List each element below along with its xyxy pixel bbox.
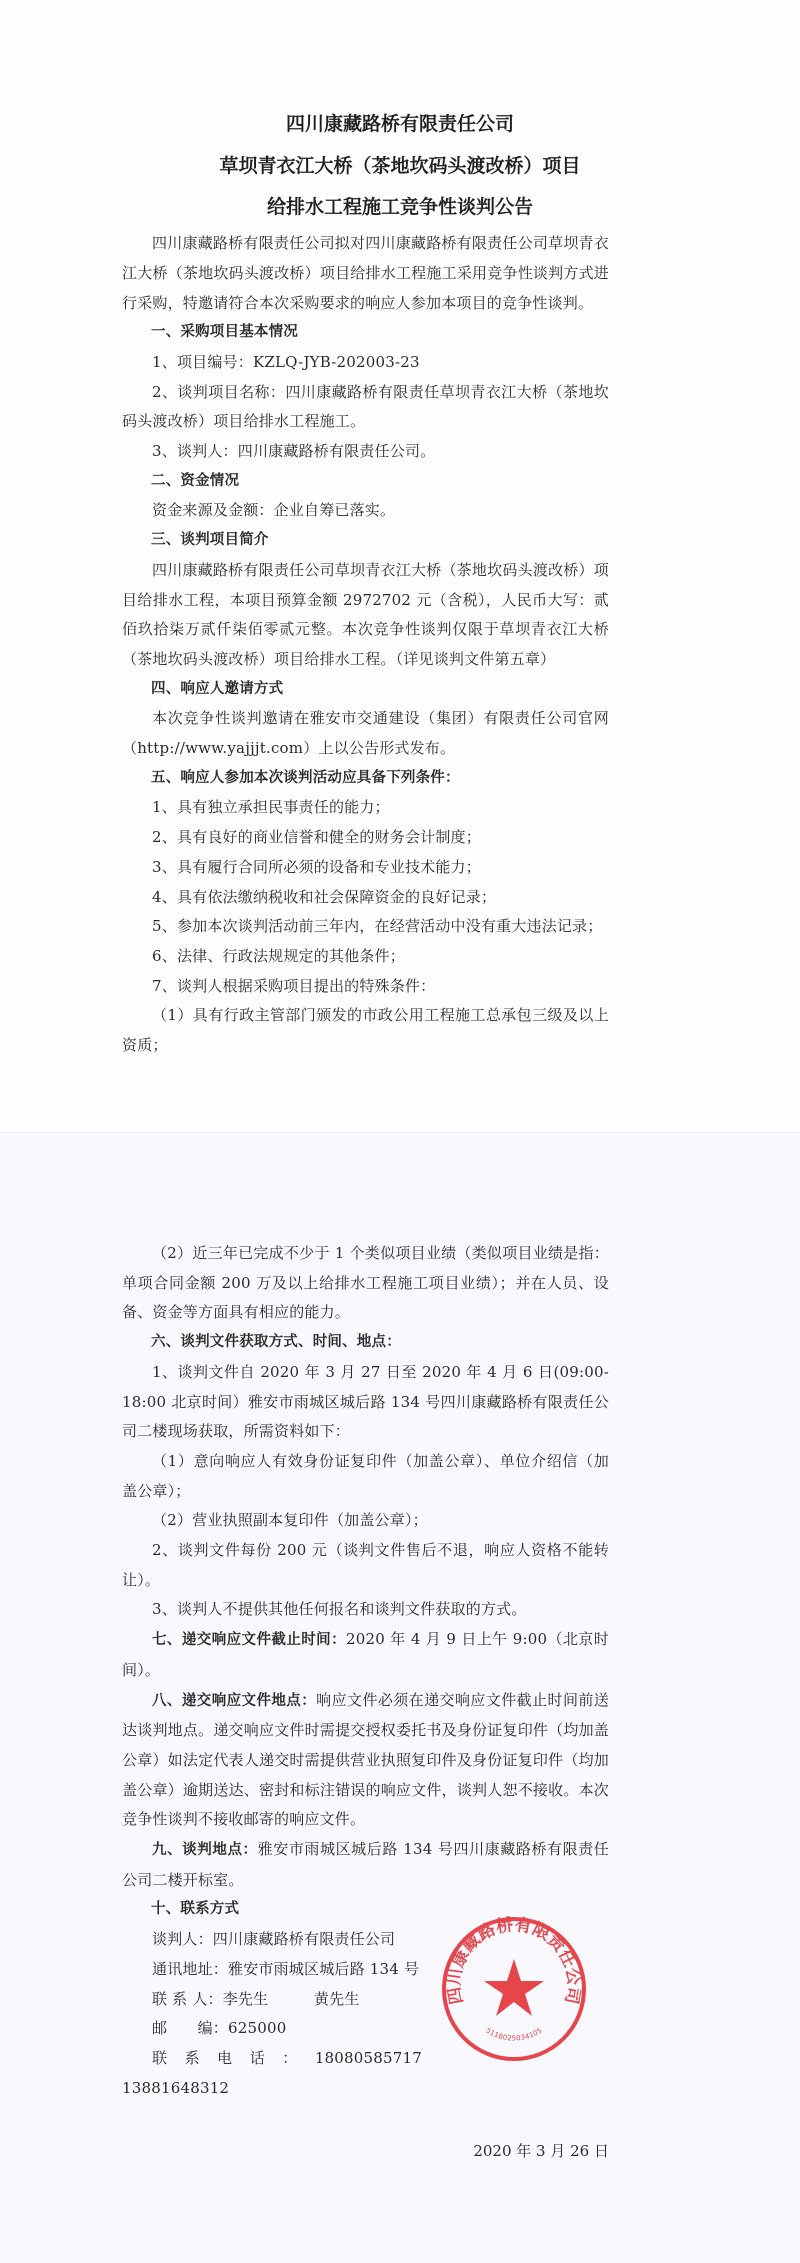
list-item: （2）营业执照副本复印件（加盖公章）； (152, 1511, 428, 1530)
list-item: （1）具有行政主管部门颁发的市政公用工程施工总承包三级及以上资质； (122, 1006, 609, 1055)
title-line-project: 草坝青衣江大桥（茶地坎码头渡改桥）项目 (219, 154, 581, 177)
company-seal-stamp (440, 1915, 588, 2063)
page-1-body (122, 229, 609, 1061)
section-8 (122, 1686, 609, 1836)
title-line-notice: 给排水工程施工竞争性谈判公告 (266, 196, 533, 219)
seal-text-path: 四川康藏路桥有限责任公司 (444, 1915, 584, 2006)
section-8-text: 响应文件必须在递交响应文件截止时间前送达谈判地点。递交响应文件时需提交授权委托书及身份证复印件（均加盖公章）如法定代表人递交时需提供营业执照复印件及身份证复印件（均加盖公章）逾期送达、密封和标注错误的响应文件，谈判人恕不接收。本次竞争性谈判不接收邮寄的响应文件。 (122, 1690, 609, 1829)
contact-persons: 联 系 人：李先生 黄先生 (152, 1989, 360, 2008)
list-item: 5、参加本次谈判活动前三年内，在经营活动中没有重大违法记录； (152, 917, 603, 936)
section-9-heading: 九、谈判地点： (152, 1842, 258, 1859)
issue-date: 2020 年 3 月 26 日 (473, 2142, 609, 2161)
list-item: 6、法律、行政法规规定的其他条件； (152, 946, 405, 965)
intro-paragraph: 四川康藏路桥有限责任公司拟对四川康藏路桥有限责任公司草坝青衣江大桥（茶地坎码头渡改桥）项目给排水工程施工采用竞争性谈判方式进行采购，特邀请符合本次采购要求的响应人参加本项目的竞争性谈判。 (122, 234, 609, 312)
document-page-2 (0, 1132, 800, 2263)
title-line-company: 四川康藏路桥有限责任公司 (285, 113, 514, 135)
seal-number (484, 2027, 543, 2043)
contact-address: 通讯地址：雅安市雨城区城后路 134 号 (152, 1959, 420, 1978)
list-item: 2、谈判项目名称：四川康藏路桥有限责任草坝青衣江大桥（茶地坎码头渡改桥）项目给排水工程施工。 (122, 382, 609, 431)
section-7 (122, 1625, 609, 1685)
section-5-heading: 五、响应人参加本次谈判活动应具备下列条件： (151, 769, 460, 786)
list-item: 1、具有独立承担民事责任的能力； (152, 798, 390, 817)
list-item: 2、具有良好的商业信誉和健全的财务会计制度； (152, 828, 481, 847)
star-icon (484, 1959, 544, 2016)
section-3-heading: 三、谈判项目简介 (151, 532, 269, 549)
contact-postcode: 邮 编：625000 (152, 2019, 287, 2038)
section-4-heading: 四、响应人邀请方式 (151, 680, 284, 697)
section-9-text: 雅安市雨城区城后路 134 号四川康藏路桥有限责任公司二楼开标室。 (122, 1840, 610, 1889)
section-1-heading: 一、采购项目基本情况 (151, 324, 298, 341)
section-6-heading: 六、谈判文件获取方式、时间、地点： (151, 1334, 401, 1351)
section-2-text: 资金来源及金额：企业自筹已落实。 (152, 501, 396, 520)
contact-negotiator: 谈判人：四川康藏路桥有限责任公司 (152, 1930, 396, 1949)
list-item: 3、谈判人不提供其他任何报名和谈判文件获取的方式。 (152, 1600, 527, 1619)
list-item: 4、具有依法缴纳税收和社会保障资金的良好记录； (152, 887, 497, 906)
section-9 (122, 1835, 609, 1895)
section-3-text: 四川康藏路桥有限责任公司草坝青衣江大桥（茶地坎码头渡改桥）项目给排水工程，本项目预算金额 2972702 元（含税），人民币大写：贰佰玖拾柒万贰仟柒佰零贰元整。本次竞争性谈判仅限于草坝青衣江大桥（茶地坎码头渡改桥）项目给排水工程。（详见谈判文件第五章） (122, 560, 609, 668)
section-8-heading: 八、递交响应文件地点： (152, 1692, 317, 1709)
list-item: 1、项目编号：KZLQ-JYB-202003-23 (152, 352, 420, 371)
section-7-heading: 七、递交响应文件截止时间： (152, 1632, 347, 1649)
contact-block (122, 1915, 609, 2103)
section-4-text: 本次竞争性谈判邀请在雅安市交通建设（集团）有限责任公司官网（http://www.yajjjt.com）上以公告形式发布。 (122, 709, 609, 758)
list-item: （2）近三年已完成不少于 1 个类似项目业绩（类似项目业绩是指：单项合同金额 200 万及以上给排水工程施工项目业绩）；并在人员、设备、资金等方面具有相应的能力。 (122, 1244, 609, 1322)
list-item: （1）意向响应人有效身份证复印件（加盖公章）、单位介绍信（加盖公章）； (122, 1451, 609, 1500)
section-10-heading: 十、联系方式 (151, 1901, 240, 1918)
section-2-heading: 二、资金情况 (151, 472, 240, 489)
list-item: 2、谈判文件每份 200 元（谈判文件售后不退，响应人资格不能转让）。 (122, 1541, 609, 1589)
list-item: 1、谈判文件自 2020 年 3 月 27 日至 2020 年 4 月 6 日(09:00-18:00 北京时间）雅安市雨城区城后路 134 号四川康藏路桥有限责任公司二楼现场获取，所需资料如下： (122, 1362, 609, 1441)
list-item: 3、谈判人：四川康藏路桥有限责任公司。 (152, 442, 436, 461)
list-item: 7、谈判人根据采购项目提出的特殊条件： (152, 976, 436, 995)
contact-phone: 联系电话：18080585717 13881648312 (122, 2048, 468, 2097)
document-title (0, 104, 800, 229)
section-7-text: 2020 年 4 月 9 日上午 9:00（北京时间）。 (122, 1630, 609, 1679)
list-item: 3、具有履行合同所必须的设备和专业技术能力； (152, 857, 481, 876)
seal-number-path: 5118025034105 (484, 2026, 544, 2043)
page-2-body (122, 1239, 609, 2103)
